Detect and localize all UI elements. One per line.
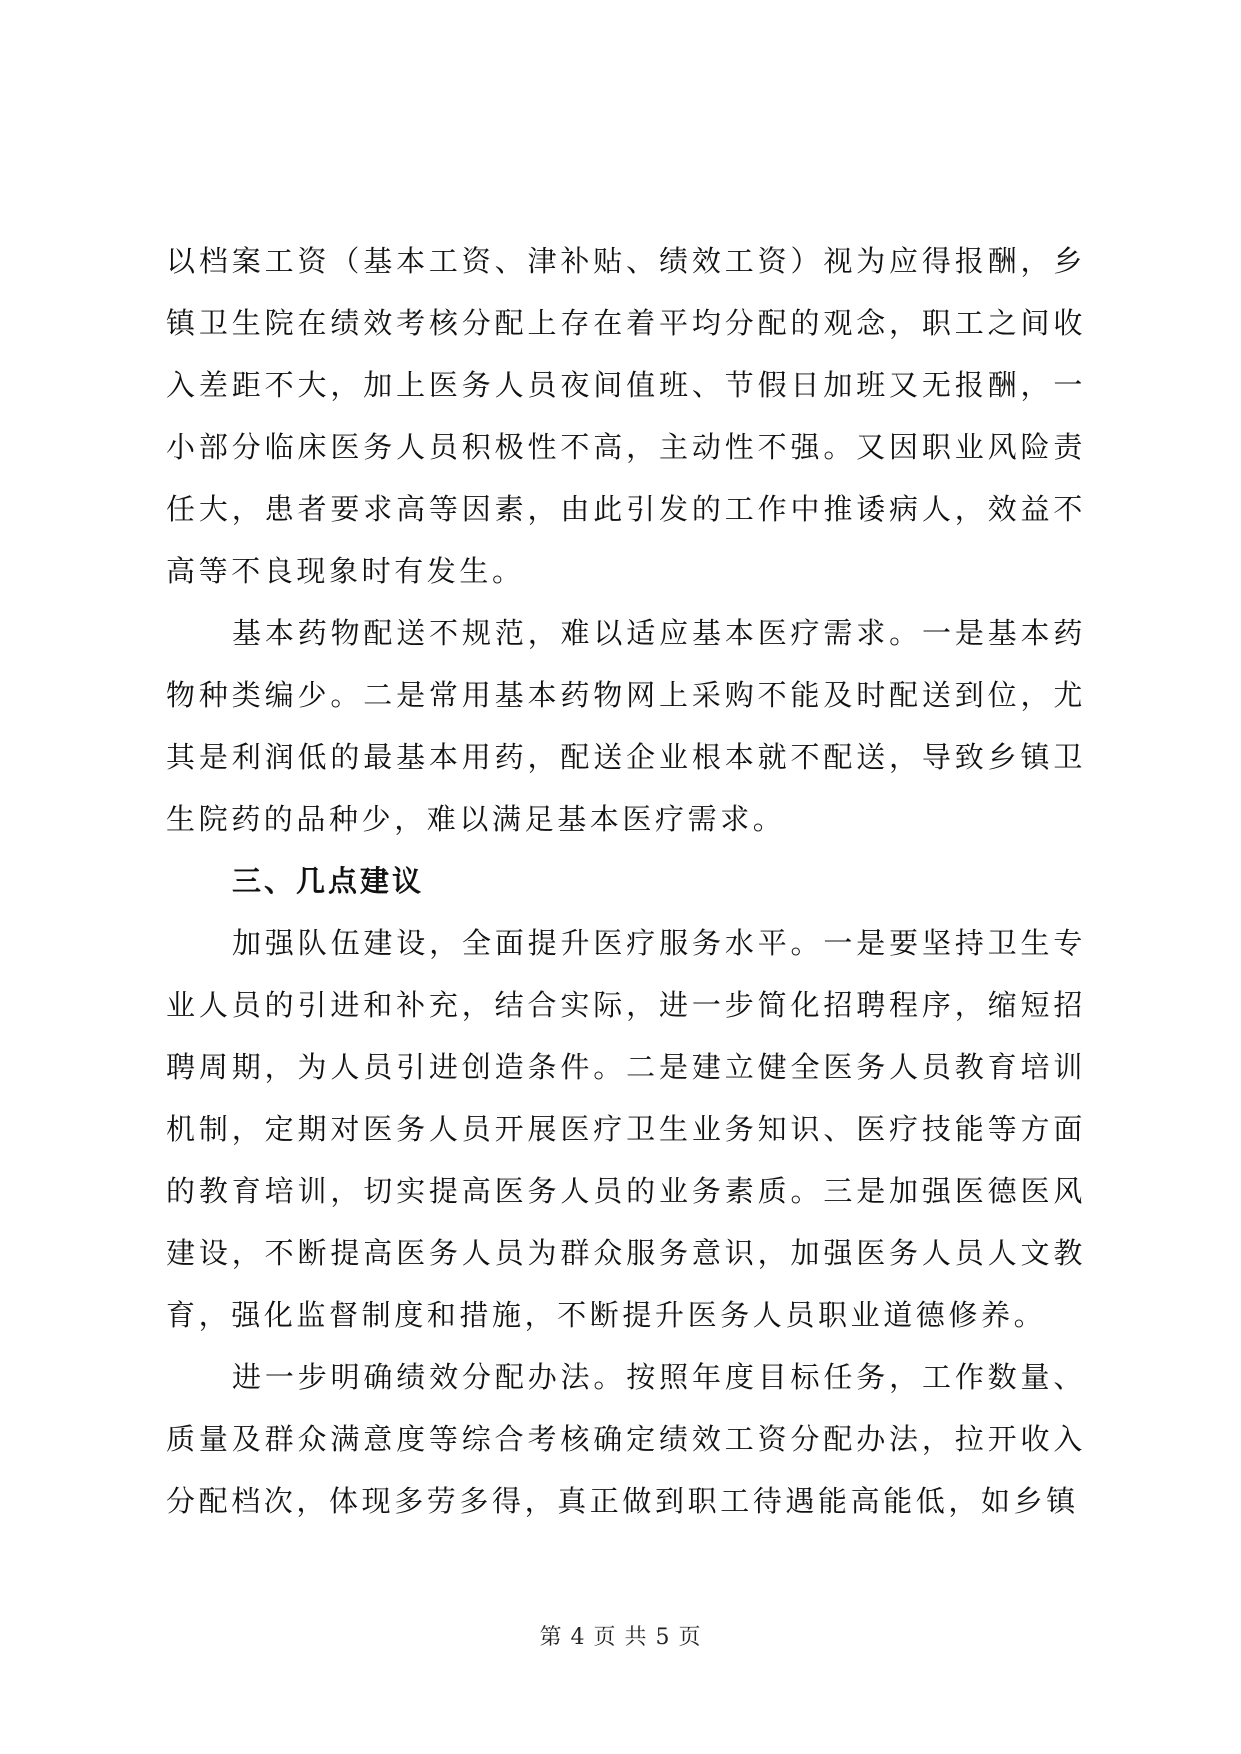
paragraph-performance-distribution: 进一步明确绩效分配办法。按照年度目标任务，工作数量、质量及群众满意度等综合考核确定绩效工资分配办法，拉开收入分配档次，体现多劳多得，真正做到职工待遇能高能低，如乡镇 [166,1360,1086,1518]
paragraph-salary-distribution: 以档案工资（基本工资、津补贴、绩效工资）视为应得报酬，乡镇卫生院在绩效考核分配上存在着平均分配的观念，职工之间收入差距不大，加上医务人员夜间值班、节假日加班又无报酬，一小部分临床医务人员积极性不高，主动性不强。又因职业风险责任大，患者要求高等因素，由此引发的工作中推诿病人，效益不高等不良现象时有发生。 [166,244,1086,588]
paragraph-team-building: 加强队伍建设，全面提升医疗服务水平。一是要坚持卫生专业人员的引进和补充，结合实际，进一步简化招聘程序，缩短招聘周期，为人员引进创造条件。二是建立健全医务人员教育培训机制，定期对医务人员开展医疗卫生业务知识、医疗技能等方面的教育培训，切实提高医务人员的业务素质。三是加强医德医风建设，不断提高医务人员为群众服务意识，加强医务人员人文教育，强化监督制度和措施，不断提升医务人员职业道德修养。 [166,926,1086,1332]
document-body [166,230,1086,1532]
section-heading: 三、几点建议 [232,864,425,898]
page-footer: 第 4 页 共 5 页 [539,1625,702,1650]
paragraph-essential-drugs: 基本药物配送不规范，难以适应基本医疗需求。一是基本药物种类编少。二是常用基本药物网上采购不能及时配送到位，尤其是利润低的最基本用药，配送企业根本就不配送，导致乡镇卫生院药的品种少，难以满足基本医疗需求。 [166,616,1086,836]
